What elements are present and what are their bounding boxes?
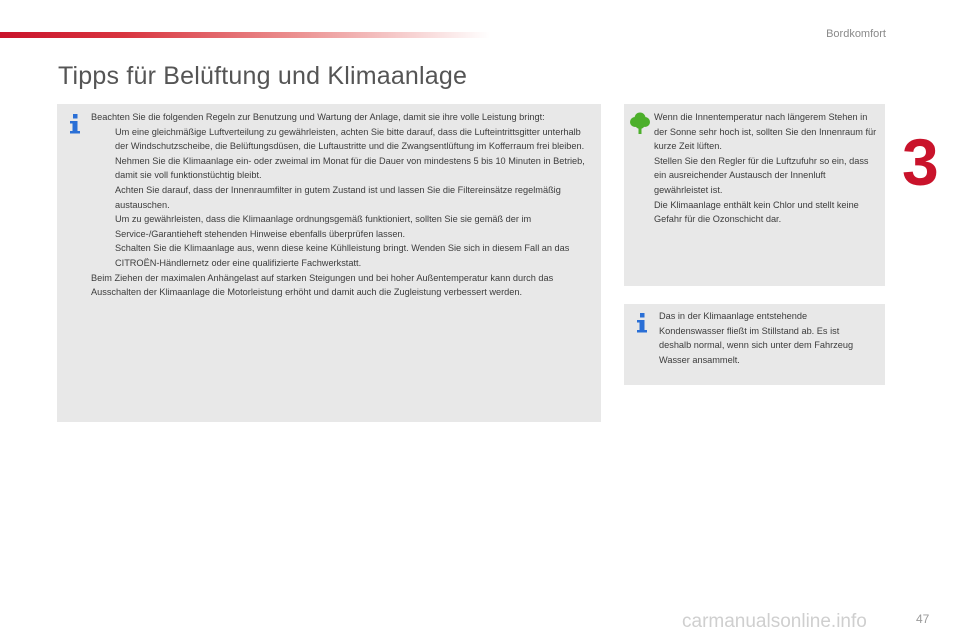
section-title: Bordkomfort	[826, 28, 886, 40]
info-icon	[68, 114, 82, 134]
header-accent-bar	[0, 32, 490, 38]
list-item: Um eine gleichmäßige Luftverteilung zu gewährleisten, achten Sie bitte darauf, dass die Lufteintrittsgitter unterhalb der Windschutzscheibe, die Belüftungsdüsen, die Luftaustritte und die Zwangsentlüftung im Kofferraum frei bleiben.	[115, 126, 585, 152]
list-item: Nehmen Sie die Klimaanlage ein- oder zweimal im Monat für die Dauer von mindestens 5 bis 10 Minuten in Betrieb, damit sie voll funktionstüchtig bleibt.	[115, 155, 585, 181]
environment-paragraph: Die Klimaanlage enthält kein Chlor und stellt keine Gefahr für die Ozonschicht dar.	[654, 199, 859, 225]
maintenance-text	[91, 110, 595, 300]
info-box-maintenance	[57, 104, 601, 422]
watermark: carmanualsonline.info	[682, 611, 867, 632]
condensation-text: Das in der Klimaanlage entstehende Kondenswasser fließt im Stillstand ab. Es ist deshalb normal, wenn sich unter dem Fahrzeug Wasser ansammelt.	[659, 311, 854, 365]
chapter-number: 3	[902, 125, 939, 199]
tree-icon	[630, 112, 650, 134]
info-box-condensation	[624, 304, 885, 385]
page-number: 47	[916, 612, 930, 626]
page-title: Tipps für Belüftung und Klimaanlage	[58, 62, 468, 90]
environment-text	[654, 110, 880, 227]
environment-paragraph: Wenn die Innentemperatur nach längerem Stehen in der Sonne sehr hoch ist, sollten Sie den Innenraum für kurze Zeit lüften.	[654, 112, 877, 152]
info-icon	[635, 313, 649, 333]
maintenance-closing: Beim Ziehen der maximalen Anhängelast auf starken Steigungen und bei hoher Außentemperatur kann durch das Ausschalten der Klimaanlage die Motorleistung erhöht und damit auch die Zugleistung verbessert werden.	[91, 272, 554, 298]
maintenance-intro: Beachten Sie die folgenden Regeln zur Benutzung und Wartung der Anlage, damit sie ihre volle Leistung bringt:	[91, 112, 545, 122]
environment-paragraph: Stellen Sie den Regler für die Luftzufuhr so ein, dass ein ausreichender Austausch der Innenluft gewährleistet ist.	[654, 155, 869, 195]
list-item: Achten Sie darauf, dass der Innenraumfilter in gutem Zustand ist und lassen Sie die Filtereinsätze regelmäßig austauschen.	[115, 184, 561, 210]
list-item: Um zu gewährleisten, dass die Klimaanlage ordnungsgemäß funktioniert, sollten Sie sie gemäß der im Service-/Garantieheft stehenden Hinweise ebenfalls überprüfen lassen.	[115, 214, 532, 239]
maintenance-list	[91, 125, 595, 271]
list-item: Schalten Sie die Klimaanlage aus, wenn diese keine Kühlleistung bringt. Wenden Sie sich in diesem Fall an das CITROËN-Händlernetz oder eine qualifizierte Fachwerkstatt.	[115, 243, 570, 268]
info-box-environment	[624, 104, 885, 286]
